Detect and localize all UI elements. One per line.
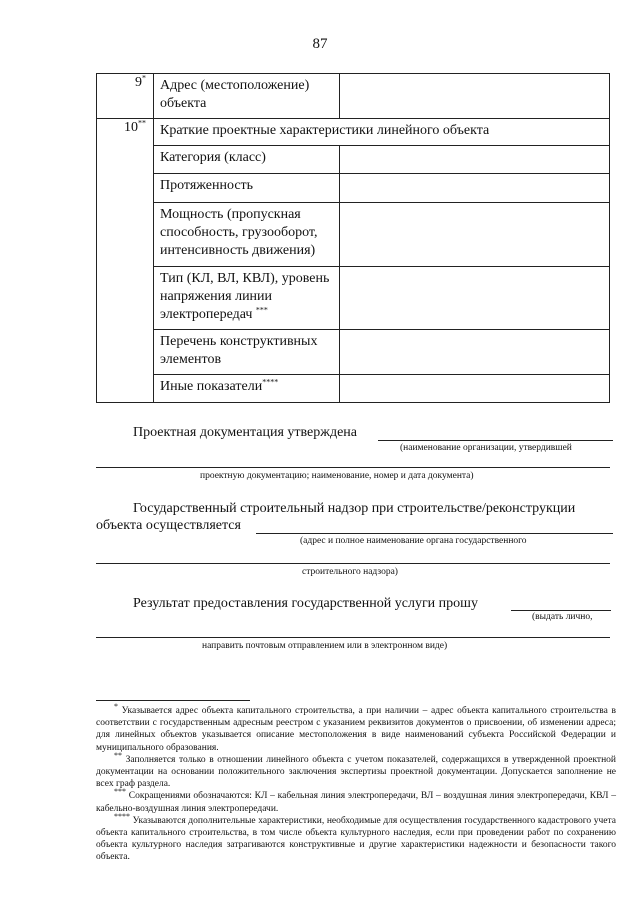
category-value-field[interactable]	[340, 146, 610, 174]
footnote-3: *** Сокращениями обозначаются: КЛ – кабельная линия электропередачи, ВЛ – воздушная линия электропередачи, КВЛ – кабельно-воздушная линия электропередачи.	[96, 787, 617, 814]
address-value-field[interactable]	[340, 74, 610, 119]
table-row-9	[97, 74, 610, 119]
approval-caption-2: проектную документацию; наименование, номер и дата документа)	[200, 471, 474, 481]
line-type-label: Тип (КЛ, ВЛ, КВЛ), уровень напряжения линии электропередач ***	[154, 267, 340, 330]
object-characteristics-table	[96, 73, 610, 403]
line-type-value-field[interactable]	[340, 267, 610, 330]
row-number-10: 10**	[97, 119, 154, 403]
structural-elements-label: Перечень конструктивных элементов	[154, 330, 340, 375]
table-row	[97, 267, 610, 330]
approval-input-line-2[interactable]	[96, 467, 610, 468]
footnote-2: ** Заполняется только в отношении линейного объекта с учетом показателей, содержащихся в утвержденной проектной документации на основании положительного заключения экспертизы проектной документации. Допускается заполнение не всех граф раздела.	[96, 750, 616, 790]
supervision-input-line-2[interactable]	[96, 563, 610, 564]
approval-text: Проектная документация утверждена	[133, 425, 357, 440]
row-number-9: 9*	[97, 74, 154, 119]
result-input-line-2[interactable]	[96, 637, 610, 638]
footnote-separator	[96, 700, 250, 701]
other-indicators-label: Иные показатели****	[154, 375, 340, 403]
supervision-input-line[interactable]	[256, 533, 613, 534]
length-value-field[interactable]	[340, 174, 610, 203]
page-number: 87	[312, 36, 328, 52]
other-indicators-value-field[interactable]	[340, 375, 610, 403]
result-input-line[interactable]	[511, 610, 611, 611]
address-label: Адрес (местоположение) объекта	[154, 74, 340, 119]
length-label: Протяженность	[154, 174, 340, 203]
table-row	[97, 330, 610, 375]
table-row	[97, 174, 610, 203]
supervision-text-1: Государственный строительный надзор при строительстве/реконструкции	[133, 501, 576, 516]
supervision-caption-1: (адрес и полное наименование органа государственного	[300, 536, 527, 546]
linear-object-header: Краткие проектные характеристики линейного объекта	[154, 119, 610, 146]
table-row	[97, 146, 610, 174]
footnote-4: **** Указываются дополнительные характеристики, необходимые для осуществления государственного кадастрового учета объекта капитального строительства, в том числе объекта культурного наследия, если при проведении работ по сохранению объекта культурного наследия затрагиваются конструктивные и другие характеристики надежности и безопасности такого объекта.	[96, 811, 617, 863]
approval-input-line[interactable]	[378, 440, 613, 441]
result-text: Результат предоставления государственной услуги прошу	[133, 596, 478, 611]
table-row	[97, 375, 610, 403]
table-row-10	[97, 119, 610, 146]
table-row	[97, 203, 610, 267]
approval-caption-1: (наименование организации, утвердившей	[400, 443, 572, 453]
capacity-label: Мощность (пропускная способность, грузооборот, интенсивность движения)	[154, 203, 340, 267]
supervision-caption-2: строительного надзора)	[302, 567, 398, 577]
category-label: Категория (класс)	[154, 146, 340, 174]
capacity-value-field[interactable]	[340, 203, 610, 267]
structural-elements-value-field[interactable]	[340, 330, 610, 375]
supervision-text-2: объекта осуществляется	[96, 518, 241, 533]
result-caption-2: направить почтовым отправлением или в электронном виде)	[202, 641, 448, 651]
footnote-1: * Указывается адрес объекта капитального строительства, а при наличии – адрес объекта капитального строительства в соответствии с государственным адресным реестром с указанием реквизитов документов о присвоении, об изменении адреса; для линейных объектов указывается описание местоположения в виде наименований субъекта Российской Федерации и муниципального образования.	[96, 701, 616, 753]
footnotes	[96, 701, 617, 864]
result-caption-1: (выдать лично,	[532, 612, 593, 622]
